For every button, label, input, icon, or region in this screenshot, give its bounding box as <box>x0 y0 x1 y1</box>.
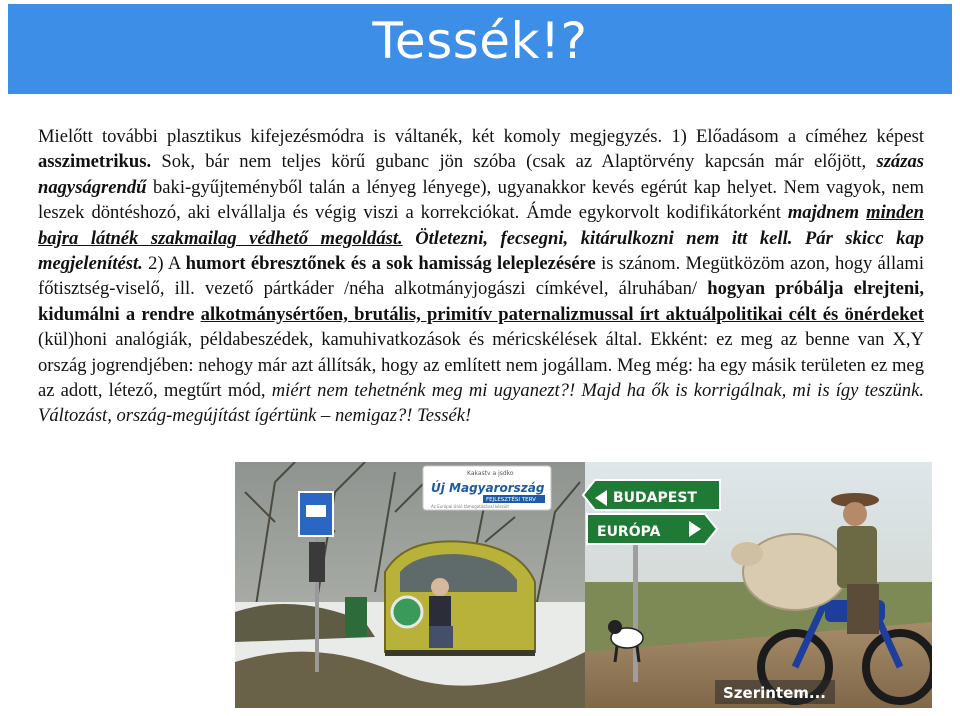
page-title: Tessék!? <box>372 12 588 70</box>
title-bar <box>8 4 952 94</box>
text-run-bold-italic: majdnem <box>787 202 860 224</box>
logo-brand-text: Új Magyarország <box>431 481 545 495</box>
signpost-pole <box>633 542 638 682</box>
text-run-bold: asszimetrikus. <box>38 151 152 173</box>
body-paragraph <box>38 124 924 429</box>
budapest-sign-text: BUDAPEST <box>613 490 697 506</box>
text-run: (kül)honi analógiák, példabeszédek, kamuhivatkozások és méricskélések által. Ekként: ez meg az benne van X,Y ország jogrendjében: nehogy már azt állítsák, hogy az említett nem jogállam. Meg még: ha egy másik területen ez meg az adott, létező, megtűrt mód, <box>38 329 924 402</box>
sheep-head <box>731 542 763 566</box>
person-legs <box>429 626 453 648</box>
rider-legs <box>847 584 879 634</box>
bus-icon <box>306 505 326 517</box>
text-run: Mielőtt további plasztikus kifejezésmódra is váltanék, két komoly megjegyzés. 1) Előadásom a címéhez képest <box>38 126 924 147</box>
text-run-italic: miért nem tehetnénk meg mi ugyanezt?! Majd ha ők is korrigálnak, mi is így teszünk. Változást, ország-megújítást ígértünk – nemigaz?! Tessék! <box>38 380 924 427</box>
shelter-base <box>385 650 535 656</box>
text-run: 2) A <box>142 253 186 275</box>
text-run-bold-italic-underline: minden bajra látnék szakmailag védhető megoldást. <box>38 202 924 249</box>
text-run: Sok, bár nem teljes körű gubanc jön szóba (csak az Alaptörvény kapcsán már előjött, <box>151 151 877 173</box>
shelter-logo <box>392 597 422 627</box>
timetable-box <box>309 542 325 582</box>
person-head <box>431 578 449 596</box>
logo-fine-print: Az Európai Unió támogatásával készült <box>431 504 509 509</box>
logo-small-text: Kakastv a jsdko <box>467 470 514 477</box>
logo-band-text: FEJLESZTÉSI TERV <box>486 497 536 503</box>
text-run <box>403 228 416 249</box>
dog-head <box>608 620 622 634</box>
sheep-body <box>743 534 847 610</box>
text-run-bold-italic: Ötletezni, fecsegni, kitárulkozni nem itt kell. Pár skicc kap megjelenítést. <box>38 227 924 275</box>
rider-head <box>843 502 867 526</box>
rider-shirt <box>837 526 877 588</box>
text-run-bold: humort ébresztőnek és a sok hamisság leleplezésére <box>185 253 596 275</box>
person-jacket <box>429 596 451 628</box>
photo-caption: Szerintem... <box>723 684 826 702</box>
trash-bin <box>345 597 367 637</box>
text-run-bold-underline: alkotmánysértően, brutális, primitív paternalizmussal írt aktuálpolitikai célt és önérdeket <box>200 303 924 325</box>
text-run: baki-gyűjteményből talán a lényeg lényege), ugyanakkor kevés egérút kap helyet. Nem vagyok, nem leszek döntéshozó, aki elvállalja és végig viszi a korrekciókat. Ámde egykorvolt kodifikátorként <box>38 176 924 224</box>
photo-collage-graphic <box>235 462 932 708</box>
text-run-bold: hogyan próbálja elrejteni, kidumálni a rendre <box>38 278 924 325</box>
text-run: is szánom. Megütközöm azon, hogy állami főtisztség-viselő, ill. vezető pártkáder /néha alkotmányjogászi címkével, álruhában/ <box>38 253 925 300</box>
europa-sign-text: EURÓPA <box>597 524 661 540</box>
photo-collage <box>235 462 932 708</box>
text-run-bold-italic: százas nagyságrendű <box>38 151 924 198</box>
